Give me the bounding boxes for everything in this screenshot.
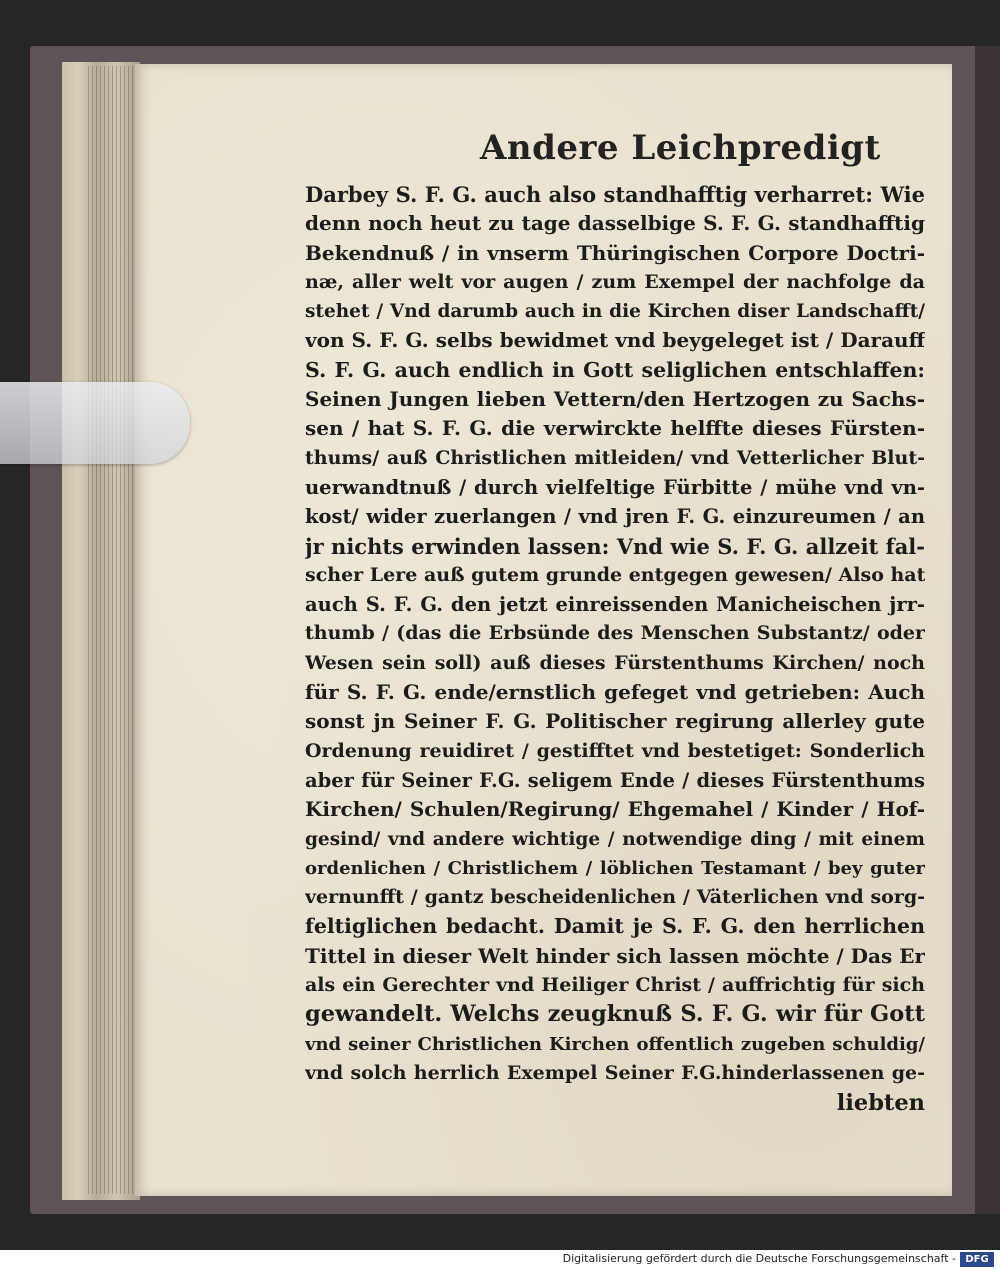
text-line: Bekendnuß / in vnserm Thüringischen Corpore Doctri- xyxy=(305,240,925,265)
text-line: thumb / (das die Erbsünde des Menschen Substantz/ oder xyxy=(305,622,925,645)
text-line: sen / hat S. F. G. die verwirckte helffte dieses Fürsten- xyxy=(305,416,925,441)
text-line: Ordenung reuidiret / gestifftet vnd bestetiget: Sonderlich xyxy=(305,739,925,762)
text-line: feltiglichen bedacht. Damit je S. F. G. den herrlichen xyxy=(305,914,925,939)
text-line: Wesen sein soll) auß dieses Fürstenthums Kirchen/ noch xyxy=(305,651,925,674)
text-line: ordenlichen / Christlichem / löblichen Testamant / bey guter xyxy=(305,857,925,879)
catchword: liebten xyxy=(836,1090,925,1116)
text-line: Kirchen/ Schulen/Regirung/ Ehgemahel / Kinder / Hof- xyxy=(305,797,925,822)
text-line: sonst jn Seiner F. G. Politischer regirung allerley gute xyxy=(305,709,925,734)
text-line: Seinen Jungen lieben Vettern/den Hertzogen zu Sachs- xyxy=(305,387,925,412)
book-cover-edge xyxy=(975,46,1000,1214)
bookmark-ribbon xyxy=(0,382,190,464)
running-head: Andere Leichpredigt xyxy=(480,128,881,168)
text-line: denn noch heut zu tage dasselbige S. F. G. standhafftig xyxy=(305,211,925,236)
text-line: S. F. G. auch endlich in Gott seliglichen entschlaffen: xyxy=(305,357,925,382)
text-line: von S. F. G. selbs bewidmet vnd beygeleget ist / Darauff xyxy=(305,328,925,353)
text-line: für S. F. G. ende/ernstlich gefeget vnd getrieben: Auch xyxy=(305,680,925,705)
text-line: stehet / Vnd darumb auch in die Kirchen diser Landschafft/ xyxy=(305,301,925,323)
text-line: næ, aller welt vor augen / zum Exempel der nachfolge da xyxy=(305,270,925,293)
page-stack-lines xyxy=(88,66,136,1194)
text-line: vernunfft / gantz bescheidenlichen / Väterlichen vnd sorg- xyxy=(305,886,925,909)
text-line: gewandelt. Welchs zeugknuß S. F. G. wir für Gott xyxy=(305,1001,925,1028)
text-line: jr nichts erwinden lassen: Vnd wie S. F. G. allzeit fal- xyxy=(305,533,925,559)
page-body-text xyxy=(305,180,925,1100)
text-line: als ein Gerechter vnd Heiliger Christ / auffrichtig für sich xyxy=(305,974,925,997)
text-line: vnd seiner Christlichen Kirchen offentlich zugeben schuldig/ xyxy=(305,1033,925,1055)
text-line: thums/ auß Christlichen mitleiden/ vnd Vetterlicher Blut- xyxy=(305,446,925,469)
text-line: vnd solch herrlich Exempel Seiner F.G.hinderlassenen ge- xyxy=(305,1061,925,1084)
text-line: scher Lere auß gutem grunde entgegen gewesen/ Also hat xyxy=(305,563,925,586)
text-line: gesind/ vnd andere wichtige / notwendige ding / mit einem xyxy=(305,828,925,850)
funding-notice: Digitalisierung gefördert durch die Deutsche Forschungsgemeinschaft - xyxy=(562,1252,956,1265)
text-line: Tittel in dieser Welt hinder sich lassen möchte / Das Er xyxy=(305,943,925,968)
text-line: kost/ wider zuerlangen / vnd jren F. G. einzureumen / an xyxy=(305,505,925,529)
text-line: Darbey S. F. G. auch also standhafftig verharret: Wie xyxy=(305,182,925,207)
text-line: aber für Seiner F.G. seligem Ende / dieses Fürstenthums xyxy=(305,768,925,792)
text-line: auch S. F. G. den jetzt einreissenden Manicheischen jrr- xyxy=(305,593,925,617)
footer-bar xyxy=(0,1250,1000,1270)
dfg-logo: DFG xyxy=(960,1252,994,1267)
text-line: uerwandtnuß / durch vielfeltige Fürbitte / mühe vnd vn- xyxy=(305,475,925,499)
